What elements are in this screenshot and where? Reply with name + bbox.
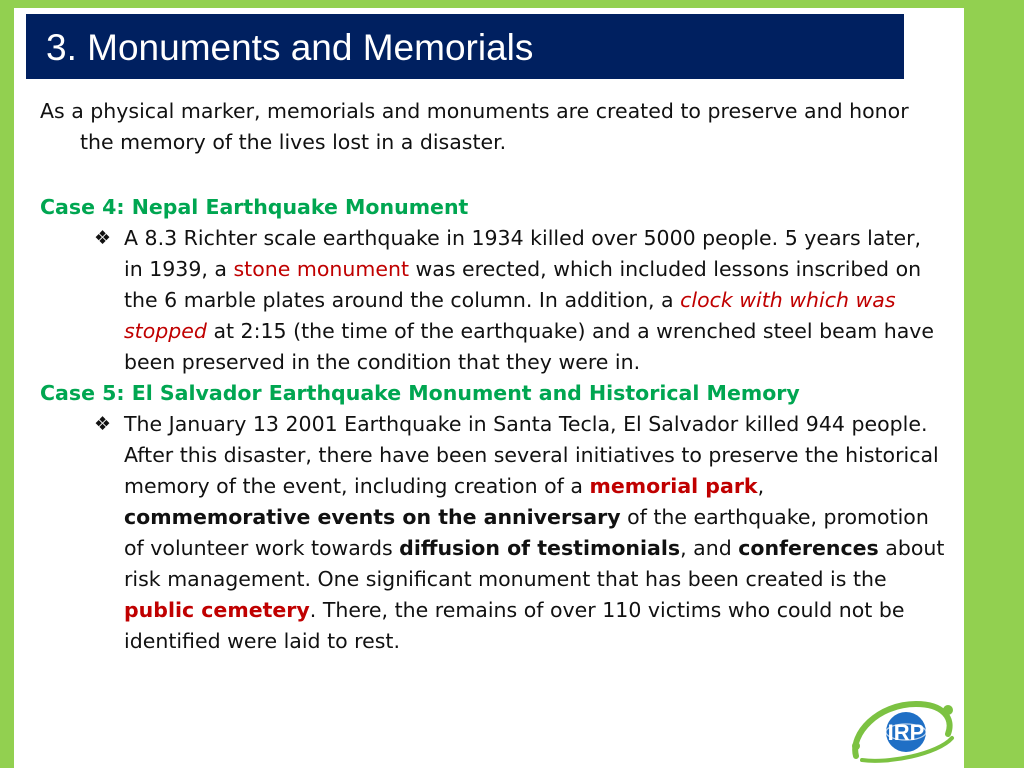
slide-content <box>40 96 945 657</box>
case4-text-3: at 2:15 (the time of the earthquake) and a wrenched steel beam have been preserved in the condition that they were in. <box>124 319 935 374</box>
case5-bold-conferences: conferences <box>738 536 879 560</box>
case4-text-2: was erected, which included lessons inscribed on the 6 marble plates around the column. In addition, a <box>124 257 922 312</box>
case5-highlight-public-cemetery: public cemetery <box>124 598 310 622</box>
case5-text-1: The January 13 2001 Earthquake in Santa Tecla, El Salvador killed 944 people. After this disaster, there have been several initiatives to preserve the historical memory of the event, including creation of a <box>124 412 939 498</box>
case5-text-4: , and <box>680 536 739 560</box>
logo-dot-icon <box>943 705 953 715</box>
case5-text-3: of the earthquake, promotion of volunteer work towards <box>124 505 929 560</box>
frame-left-border <box>0 0 14 768</box>
frame-top-border <box>0 0 1024 8</box>
diamond-bullet-icon: ❖ <box>94 227 112 249</box>
case4-highlight-clock: clock with which was stopped <box>124 288 896 343</box>
logo-text: IRP <box>887 720 925 745</box>
diamond-bullet-icon: ❖ <box>94 413 112 435</box>
irp-logo <box>848 694 958 764</box>
spacer <box>40 158 945 192</box>
case5-bullet <box>40 409 945 657</box>
case4-text-1: A 8.3 Richter scale earthquake in 1934 killed over 5000 people. 5 years later, in 1939, a <box>124 226 922 281</box>
case5-bold-commemorative-events: commemorative events on the anniversary <box>124 505 621 529</box>
case5-heading: Case 5: El Salvador Earthquake Monument and Historical Memory <box>40 381 800 405</box>
logo-dot-icon <box>852 742 860 750</box>
case5-highlight-memorial-park: memorial park <box>589 474 758 498</box>
case5-text-5: about risk management. One significant monument that has been created is the <box>124 536 945 591</box>
case5-bold-diffusion: diffusion of testimonials <box>399 536 681 560</box>
case5-text-6: . There, the remains of over 110 victims who could not be identified were laid to rest. <box>124 598 905 653</box>
case4-bullet <box>40 223 945 378</box>
case4-highlight-stone-monument: stone monument <box>233 257 409 281</box>
frame-right-border <box>964 0 1024 768</box>
case5-text-2: , <box>757 474 765 498</box>
case4-heading: Case 4: Nepal Earthquake Monument <box>40 195 469 219</box>
intro-paragraph: As a physical marker, memorials and monuments are created to preserve and honor the memory of the lives lost in a disaster. <box>40 99 909 154</box>
slide-title: 3. Monuments and Memorials <box>46 27 534 68</box>
